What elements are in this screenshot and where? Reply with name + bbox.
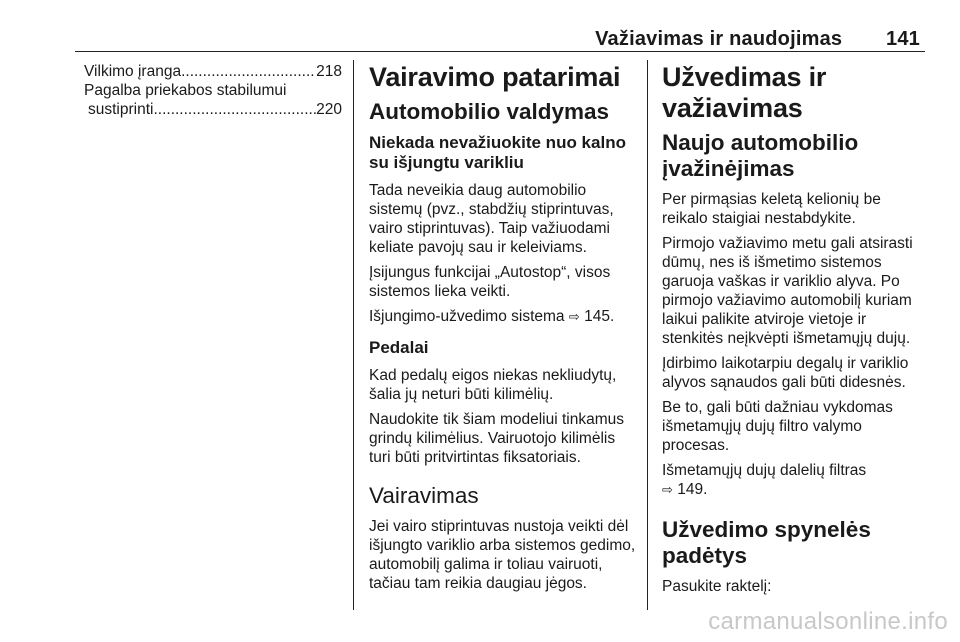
toc-entry-label: sustiprinti	[88, 101, 154, 118]
toc-entry-label: Vilkimo įranga	[84, 63, 182, 80]
toc-leader	[181, 62, 316, 81]
paragraph: Jei vairo stiprintuvas nustoja veikti dėl išjungto variklio arba sistemos gedimo, automobilį galima ir toliau vairuoti, tačiau tam reikia daugiau jėgos.	[369, 518, 636, 592]
topic-heading-pedals: Pedalai	[369, 338, 429, 357]
page-number: 141	[886, 28, 920, 50]
crossref-text: Išmetamųjų dujų dalelių filtras	[662, 462, 867, 479]
watermark: carmanualsonline.info	[708, 608, 948, 635]
crossref-arrow-icon: ⇨	[662, 482, 673, 497]
toc-entry-towing[interactable]	[84, 62, 342, 81]
subsection-heading-ignition: Užvedimo spynelės padėtys	[662, 517, 871, 568]
crossref-link[interactable]: 149.	[677, 481, 708, 498]
toc-entry-trailer[interactable]	[84, 100, 342, 119]
paragraph: Įsijungus funkcijai „Autostop“, visos sistemos lieka veikti.	[369, 264, 611, 300]
paragraph: Kad pedalų eigos niekas nekliudytų, šalia jų neturi būti kilimėlių.	[369, 367, 617, 403]
paragraph: Per pirmąsias keletą kelionių be reikalo staigiai nestabdykite.	[662, 191, 881, 227]
topic-heading: Niekada nevažiuokite nuo kalno su išjungtu varikliu	[369, 133, 626, 172]
page-header	[595, 28, 920, 51]
section-heading: Vairavimo patarimai	[369, 62, 621, 92]
crossref-text: Išjungimo-užvedimo sistema	[369, 308, 565, 325]
paragraph: Tada neveikia daug automobilio sistemų (pvz., stabdžių stiprintuvas, vairo stiprintuvas). Taip važiuodami keliate pavojų sau ir keleiviams.	[369, 182, 614, 256]
header-rule	[75, 51, 925, 52]
column-divider-2	[647, 60, 648, 610]
crossref-arrow-icon: ⇨	[568, 309, 580, 324]
paragraph: Pirmojo važiavimo metu gali atsirasti dūmų, nes iš išmetimo sistemos garuoja vaškas ir variklio alyva. Po pirmojo važiavimo automobilį kuriam laikui palikite atviroje vietoje ir stenkitės neįkvėpti išmetamųjų dujų.	[662, 235, 913, 347]
header-title: Važiavimas ir naudojimas	[595, 28, 843, 50]
toc-leader	[153, 100, 316, 119]
paragraph-crossref	[369, 307, 637, 326]
column-starting	[662, 62, 930, 602]
toc-entry-page: 218	[316, 63, 342, 80]
toc-column	[84, 62, 342, 119]
subsection-heading-driving: Vairavimas	[369, 483, 479, 508]
toc-entry-trailer-line1[interactable]: Pagalba priekabos stabilumui	[84, 82, 287, 99]
paragraph: Naudokite tik šiam modeliui tinkamus grindų kilimėlius. Vairuotojo kilimėlis turi būti pritvirtintas fiksatoriais.	[369, 411, 624, 466]
crossref-link[interactable]: 145.	[584, 308, 615, 325]
column-driving-tips	[369, 62, 637, 599]
toc-entry-page: 220	[316, 101, 342, 118]
paragraph: Įdirbimo laikotarpiu degalų ir variklio alyvos sąnaudos gali būti didesnės.	[662, 355, 909, 391]
paragraph: Be to, gali būti dažniau vykdomas išmetamųjų dujų filtro valymo procesas.	[662, 399, 893, 454]
subsection-heading: Naujo automobilio įvažinėjimas	[662, 130, 859, 181]
paragraph: Pasukite raktelį:	[662, 578, 772, 595]
section-heading: Užvedimas ir važiavimas	[662, 62, 827, 123]
subsection-heading: Automobilio valdymas	[369, 99, 610, 124]
column-divider-1	[353, 60, 354, 610]
paragraph-crossref	[662, 461, 930, 499]
